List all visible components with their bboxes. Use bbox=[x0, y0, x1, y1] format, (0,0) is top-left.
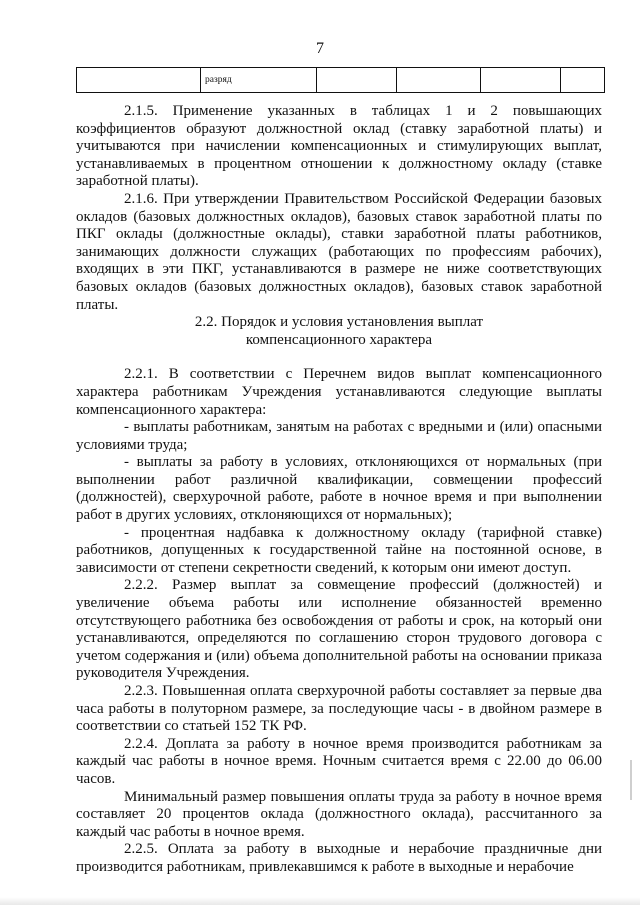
paragraph-2-1-6: 2.1.6. При утверждении Правительством Российской Федерации базовых окладов (базовых должностных окладов), базовых ставок заработной платы по ПКГ оклады (должностные оклады), ставки заработной платы работников, занимающих должности служащих (работающих по профессиям рабочих), входящих в эти ПКГ, устанавливаются в размере не ниже соответствующих базовых окладов (базовых должностных окладов), базовых ставок заработной платы. bbox=[76, 190, 602, 313]
paragraph-2-2-4: 2.2.4. Доплата за работу в ночное время производится работникам за каждый час работы в ночное время. Ночным считается время с 22.00 до 06.00 часов. bbox=[76, 735, 602, 787]
scan-bottom-edge bbox=[0, 897, 640, 905]
table-cell-rank: разряд bbox=[201, 68, 317, 93]
paragraph-2-2-1: 2.2.1. В соответствии с Перечнем видов выплат компенсационного характера работникам Учреждения устанавливаются следующие выплаты компенсационного характера: bbox=[76, 366, 602, 418]
list-item: - процентная надбавка к должностному окладу (тарифной ставке) работников, допущенных к государственной тайне на постоянной основе, в зависимости от степени секретности сведений, к которым они имеют доступ. bbox=[76, 524, 602, 576]
table-cell bbox=[561, 68, 605, 93]
paragraph-minimum: Минимальный размер повышения оплаты труда за работу в ночное время составляет 20 процентов оклада (должностного оклада), рассчитанного за каждый час работы в ночное время. bbox=[76, 788, 602, 840]
section-heading-line-2: компенсационного характера bbox=[245, 331, 433, 348]
table-cell bbox=[77, 68, 201, 93]
table-cell bbox=[317, 68, 397, 93]
table-row bbox=[77, 68, 605, 93]
paragraph-2-1-5: 2.1.5. Применение указанных в таблицах 1 и 2 повышающих коэффициентов образуют должностной оклад (ставку заработной платы) и учитываются при начислении компенсационных и стимулирующих выплат, устанавливаемых в процентном отношении к должностному окладу (ставке заработной платы). bbox=[76, 103, 602, 190]
list-item: - выплаты за работу в условиях, отклоняющихся от нормальных (при выполнении работ различной квалификации, совмещении профессий (должностей), сверхурочной работе, работе в ночное время и при выполнении работ в других условиях, отклоняющихся от нормальных); bbox=[76, 454, 602, 524]
document-body bbox=[76, 103, 602, 877]
paragraph-2-2-5: 2.2.5. Оплата за работу в выходные и нерабочие праздничные дни производится работникам, привлекавшимся к работе в выходные и нерабочие bbox=[76, 841, 602, 875]
list-item: - выплаты работникам, занятым на работах с вредными и (или) опасными условиями труда; bbox=[76, 419, 602, 453]
table-cell bbox=[397, 68, 481, 93]
table-cell bbox=[481, 68, 561, 93]
salary-table-fragment bbox=[76, 67, 605, 93]
paragraph-2-2-2: 2.2.2. Размер выплат за совмещение профессий (должностей) и увеличение объема работы или исполнение обязанностей временно отсутствующего работника без освобождения от работы и срок, на который они устанавливаются, определяются по соглашению сторон трудового договора с учетом содержания и (или) объема дополнительной работы на основании приказа руководителя Учреждения. bbox=[76, 577, 602, 682]
page-number: 7 bbox=[316, 40, 324, 57]
paragraph-2-2-3: 2.2.3. Повышенная оплата сверхурочной работы составляет за первые два часа работы в полуторном размере, за последующие часы - в двойном размере в соответствии со статьей 152 ТК РФ. bbox=[76, 683, 602, 735]
scan-edge-mark bbox=[630, 760, 632, 800]
section-heading-line-1: 2.2. Порядок и условия установления выплат bbox=[194, 314, 484, 331]
